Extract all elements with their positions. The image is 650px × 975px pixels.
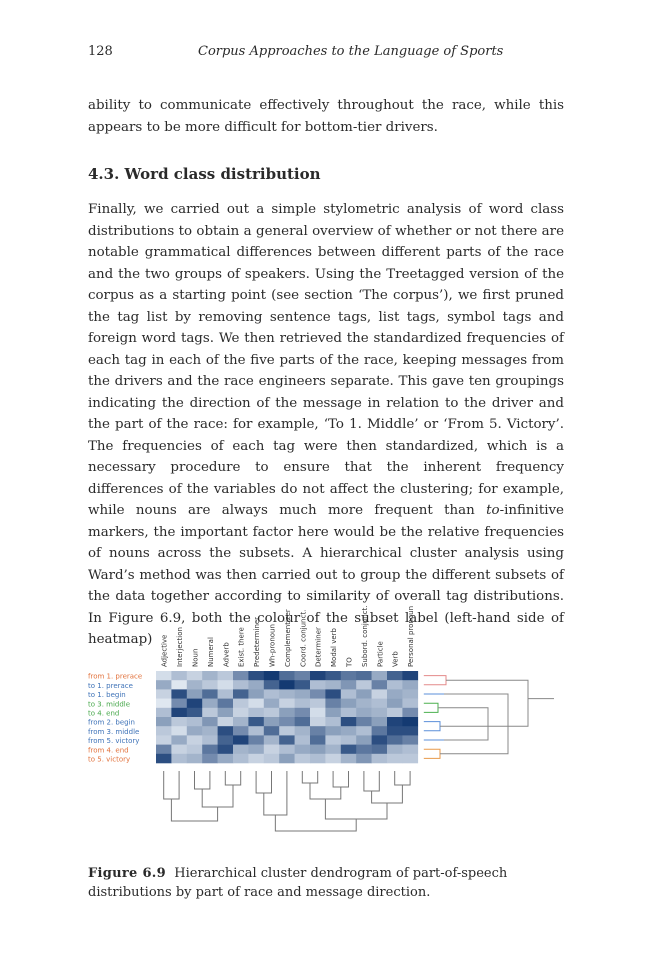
heatmap-cell: [341, 735, 357, 745]
row-dendrogram-branch: [438, 708, 488, 740]
heatmap-cell: [310, 671, 326, 681]
column-label: Particle: [376, 641, 385, 667]
column-dendrogram-branch: [202, 785, 233, 807]
heatmap-cell: [264, 689, 280, 699]
figure-heatmap-dendrogram: [88, 585, 564, 847]
heatmap-cell: [171, 680, 187, 690]
heatmap-cell: [187, 726, 203, 736]
heatmap-cell: [341, 689, 357, 699]
heatmap-cell: [156, 708, 172, 718]
heatmap-cell: [218, 671, 234, 681]
heatmap-cell: [402, 726, 418, 736]
heatmap-cell: [295, 726, 311, 736]
heatmap-cell: [171, 699, 187, 709]
heatmap-cell: [402, 735, 418, 745]
heatmap-cell: [218, 717, 234, 727]
row-label: to 4. end: [88, 709, 120, 718]
heatmap-cell: [341, 671, 357, 681]
heatmap-cell: [264, 745, 280, 755]
heatmap-cell: [218, 745, 234, 755]
heatmap-cell: [171, 745, 187, 755]
heatmap-cell: [187, 754, 203, 764]
heatmap-cell: [233, 745, 249, 755]
heatmap-cell: [341, 680, 357, 690]
heatmap-cell: [279, 717, 295, 727]
column-label: Wh-pronoun: [268, 624, 277, 667]
heatmap-cell: [356, 689, 372, 699]
heatmap-cell: [171, 717, 187, 727]
heatmap-cell: [218, 708, 234, 718]
heatmap-cell: [387, 671, 403, 681]
heatmap-cell: [356, 717, 372, 727]
heatmap-cell: [402, 671, 418, 681]
heatmap-cell: [356, 680, 372, 690]
column-dendrogram-branch: [171, 799, 217, 821]
heatmap-cell: [202, 754, 218, 764]
heatmap-cell: [233, 689, 249, 699]
running-header: [88, 44, 564, 64]
row-label: from 3. middle: [88, 727, 140, 736]
row-label: to 1. prerace: [88, 681, 133, 690]
heatmap-cell: [372, 726, 388, 736]
column-dendrogram-branch: [195, 771, 210, 789]
paragraph-2-text-b: -infinitive markers, the important factor here would be the relative frequencies of nouns across the subsets. A hierarchical cluster analysis using Ward’s method was then carried out to group the different subsets of the data together according to similarity of overall tag distributions. In Figure 6.9, both the colour of the subset label (left-hand side of heatmap): [88, 503, 564, 647]
heatmap-cell: [248, 671, 264, 681]
heatmap-cell: [248, 708, 264, 718]
heatmap-cell: [233, 726, 249, 736]
heatmap-cell: [233, 708, 249, 718]
heatmap-cell: [156, 726, 172, 736]
heatmap-cell: [310, 680, 326, 690]
heatmap-cell: [372, 754, 388, 764]
heatmap-cell: [187, 735, 203, 745]
heatmap-cell: [295, 680, 311, 690]
heatmap-cell: [402, 708, 418, 718]
heatmap-cell: [156, 680, 172, 690]
column-dendrogram-branch: [372, 785, 403, 803]
heatmap-cell: [372, 708, 388, 718]
heatmap-cell: [310, 689, 326, 699]
heatmap-cell: [325, 717, 341, 727]
column-dendrogram-branch: [264, 793, 287, 815]
heatmap-cell: [156, 671, 172, 681]
column-label: Verb: [391, 651, 400, 667]
column-dendrogram-branch: [364, 771, 379, 791]
heatmap-cell: [187, 745, 203, 755]
heatmap-cell: [279, 745, 295, 755]
heatmap-cell: [341, 745, 357, 755]
heatmap-cell: [402, 699, 418, 709]
column-label: Adjective: [160, 634, 169, 667]
heatmap-cell: [202, 671, 218, 681]
heatmap-cell: [295, 699, 311, 709]
heatmap-cell: [295, 754, 311, 764]
heatmap-cell: [202, 680, 218, 690]
row-label: from 1. prerace: [88, 672, 143, 681]
heatmap-cell: [325, 745, 341, 755]
column-dendrogram-branch: [275, 815, 356, 831]
heatmap-cell: [202, 735, 218, 745]
heatmap-cell: [264, 717, 280, 727]
section-heading: 4.3. Word class distribution: [88, 165, 321, 183]
row-dendrogram-branch: [424, 749, 440, 758]
row-label: from 5. victory: [88, 737, 140, 746]
column-dendrogram-branch: [325, 799, 387, 819]
heatmap-cell: [187, 689, 203, 699]
heatmap-cell: [310, 699, 326, 709]
heatmap-cell: [402, 680, 418, 690]
column-dendrogram-branch: [225, 771, 240, 785]
paragraph-2: [88, 199, 564, 651]
heatmap-cell: [202, 726, 218, 736]
heatmap-cell: [171, 754, 187, 764]
column-label: Predeterminer: [253, 616, 262, 667]
heatmap-cell: [387, 745, 403, 755]
column-label: Subord. conjunct.: [360, 605, 369, 667]
heatmap-cell: [325, 689, 341, 699]
heatmap-cell: [356, 726, 372, 736]
heatmap-cell: [248, 735, 264, 745]
heatmap-cell: [356, 708, 372, 718]
heatmap-cell: [325, 735, 341, 745]
heatmap-cell: [402, 754, 418, 764]
heatmap-cell: [156, 735, 172, 745]
heatmap-cell: [279, 699, 295, 709]
heatmap-cell: [264, 735, 280, 745]
column-label: Personal pronoun: [407, 605, 416, 667]
row-label: from 4. end: [88, 746, 129, 755]
heatmap-cell: [387, 754, 403, 764]
heatmap-cell: [202, 699, 218, 709]
heatmap-cell: [372, 689, 388, 699]
heatmap-cell: [218, 689, 234, 699]
heatmap-cell: [372, 680, 388, 690]
page-number: 128: [88, 44, 113, 59]
column-label: Exist. there: [237, 627, 246, 667]
heatmap-cell: [248, 680, 264, 690]
heatmap-cell: [233, 680, 249, 690]
heatmap-cell: [402, 745, 418, 755]
heatmap-cell: [279, 689, 295, 699]
heatmap-cell: [341, 699, 357, 709]
row-label: to 1. begin: [88, 691, 126, 700]
column-label: Determiner: [314, 627, 323, 667]
row-dendrogram-branch: [440, 694, 508, 754]
heatmap-cell: [279, 754, 295, 764]
heatmap-cell: [310, 726, 326, 736]
heatmap-cell: [372, 699, 388, 709]
column-label: TO: [345, 657, 354, 667]
heatmap-cell: [264, 680, 280, 690]
heatmap-cell: [387, 726, 403, 736]
heatmap-cell: [156, 689, 172, 699]
paragraph-1: ability to communicate effectively throughout the race, while this appears to be more difficult for bottom-tier drivers.: [88, 98, 564, 135]
heatmap-cell: [187, 680, 203, 690]
heatmap-cell: [171, 671, 187, 681]
heatmap-cell: [325, 708, 341, 718]
column-label: Modal verb: [330, 628, 339, 667]
heatmap-cell: [325, 726, 341, 736]
heatmap-cell: [248, 745, 264, 755]
heatmap-cell: [310, 708, 326, 718]
figure-caption-text: Hierarchical cluster dendrogram of part-of-speech distributions by part of race and message direction.: [88, 866, 508, 900]
running-title: Corpus Approaches to the Language of Sports: [198, 44, 504, 59]
heatmap-cell: [248, 726, 264, 736]
heatmap-cell: [325, 754, 341, 764]
heatmap-cell: [171, 735, 187, 745]
heatmap-cell: [310, 735, 326, 745]
heatmap-cell: [295, 689, 311, 699]
row-label: to 3. middle: [88, 700, 131, 709]
heatmap-cell: [156, 754, 172, 764]
heatmap-cell: [372, 717, 388, 727]
heatmap-cell: [171, 689, 187, 699]
heatmap-cell: [341, 726, 357, 736]
column-dendrogram-branch: [256, 771, 271, 793]
heatmap-cell: [356, 745, 372, 755]
heatmap-cell: [187, 708, 203, 718]
heatmap-cell: [325, 699, 341, 709]
column-dendrogram-branch: [164, 771, 179, 799]
row-dendrogram-branch: [424, 722, 440, 731]
heatmap-cell: [279, 671, 295, 681]
column-dendrogram-branch: [310, 783, 341, 799]
heatmap-cell: [202, 708, 218, 718]
heatmap-cell: [264, 708, 280, 718]
heatmap-cell: [187, 671, 203, 681]
column-dendrogram-branch: [395, 771, 410, 785]
heatmap-cell: [202, 717, 218, 727]
heatmap-cell: [402, 717, 418, 727]
figure-label: Figure 6.9: [88, 866, 166, 881]
heatmap-cell: [356, 754, 372, 764]
heatmap-cell: [387, 708, 403, 718]
heatmap-cell: [279, 726, 295, 736]
heatmap-cell: [402, 689, 418, 699]
heatmap-cell: [356, 671, 372, 681]
heatmap-cell: [387, 735, 403, 745]
heatmap-cell: [279, 708, 295, 718]
heatmap-cell: [356, 735, 372, 745]
heatmap-cell: [295, 735, 311, 745]
heatmap-cell: [325, 671, 341, 681]
row-dendrogram-branch: [424, 703, 438, 712]
heatmap-cell: [356, 699, 372, 709]
heatmap-cell: [187, 717, 203, 727]
heatmap-cell: [248, 754, 264, 764]
paragraph-2-italic: to: [486, 503, 500, 518]
heatmap-cell: [202, 689, 218, 699]
heatmap-cell: [372, 735, 388, 745]
heatmap-cell: [218, 726, 234, 736]
heatmap-cell: [264, 699, 280, 709]
heatmap-cell: [372, 745, 388, 755]
figure-caption: [88, 864, 564, 902]
heatmap-cell: [233, 717, 249, 727]
heatmap-cell: [310, 717, 326, 727]
heatmap-cell: [171, 708, 187, 718]
heatmap-cell: [264, 726, 280, 736]
heatmap-cell: [171, 726, 187, 736]
heatmap-cell: [387, 717, 403, 727]
heatmap-cell: [233, 671, 249, 681]
heatmap-cell: [248, 717, 264, 727]
heatmap-cell: [156, 699, 172, 709]
heatmap-cell: [233, 699, 249, 709]
column-label: Complementizer: [283, 609, 292, 667]
heatmap-cell: [264, 671, 280, 681]
row-label: to 5. victory: [88, 755, 131, 764]
heatmap-cell: [218, 754, 234, 764]
paragraph-2-text-a: Finally, we carried out a simple stylometric analysis of word class distributions to obtain a general overview of whether or not there are notable grammatical differences between different parts of the race and the two groups of speakers. Using the Treetagged version of the corpus as a starting point (see section ‘The corpus’), we first pruned the tag list by removing sentence tags, list tags, symbol tags and foreign word tags. We then retrieved the standardized frequencies of each tag in each of the five parts of the race, keeping messages from the drivers and the race engineers separate. This gave ten groupings indicating the direction of the message in relation to the driver and the part of the race: for example, ‘To 1. Middle’ or ‘From 5. Victory’. The frequencies of each tag were then standardized, which is a necessary procedure to ensure that the inherent frequency differences of the variables do not affect the clustering; for example, while nouns are always much more frequent than: [88, 202, 564, 518]
heatmap-cell: [295, 745, 311, 755]
column-dendrogram-branch: [302, 771, 317, 783]
heatmap-cell: [341, 708, 357, 718]
column-label: Coord. conjunct.: [299, 609, 308, 667]
heatmap-cell: [156, 717, 172, 727]
column-label: Adverb: [222, 642, 231, 667]
heatmap-cell: [341, 717, 357, 727]
heatmap-cell: [156, 745, 172, 755]
heatmap-chart: [88, 585, 564, 847]
heatmap-cell: [248, 689, 264, 699]
column-dendrogram-branch: [333, 771, 348, 787]
heatmap-cell: [310, 754, 326, 764]
heatmap-cell: [264, 754, 280, 764]
heatmap-cell: [310, 745, 326, 755]
column-label: Noun: [191, 648, 200, 667]
heatmap-cell: [341, 754, 357, 764]
heatmap-cell: [325, 680, 341, 690]
heatmap-cell: [233, 735, 249, 745]
row-label: from 2. begin: [88, 718, 135, 727]
heatmap-cell: [295, 671, 311, 681]
heatmap-cell: [202, 745, 218, 755]
column-label: Interjection: [176, 627, 185, 667]
heatmap-cell: [372, 671, 388, 681]
heatmap-cell: [279, 680, 295, 690]
heatmap-cell: [233, 754, 249, 764]
heatmap-cell: [387, 699, 403, 709]
heatmap-cell: [387, 689, 403, 699]
heatmap-cell: [218, 735, 234, 745]
heatmap-cell: [295, 717, 311, 727]
heatmap-cell: [187, 699, 203, 709]
heatmap-cell: [218, 680, 234, 690]
heatmap-cell: [248, 699, 264, 709]
heatmap-cell: [387, 680, 403, 690]
column-label: Numeral: [206, 637, 215, 667]
heatmap-cell: [218, 699, 234, 709]
row-dendrogram-branch: [424, 676, 446, 685]
heatmap-cell: [279, 735, 295, 745]
row-dendrogram-branch: [440, 680, 528, 726]
heatmap-cell: [295, 708, 311, 718]
